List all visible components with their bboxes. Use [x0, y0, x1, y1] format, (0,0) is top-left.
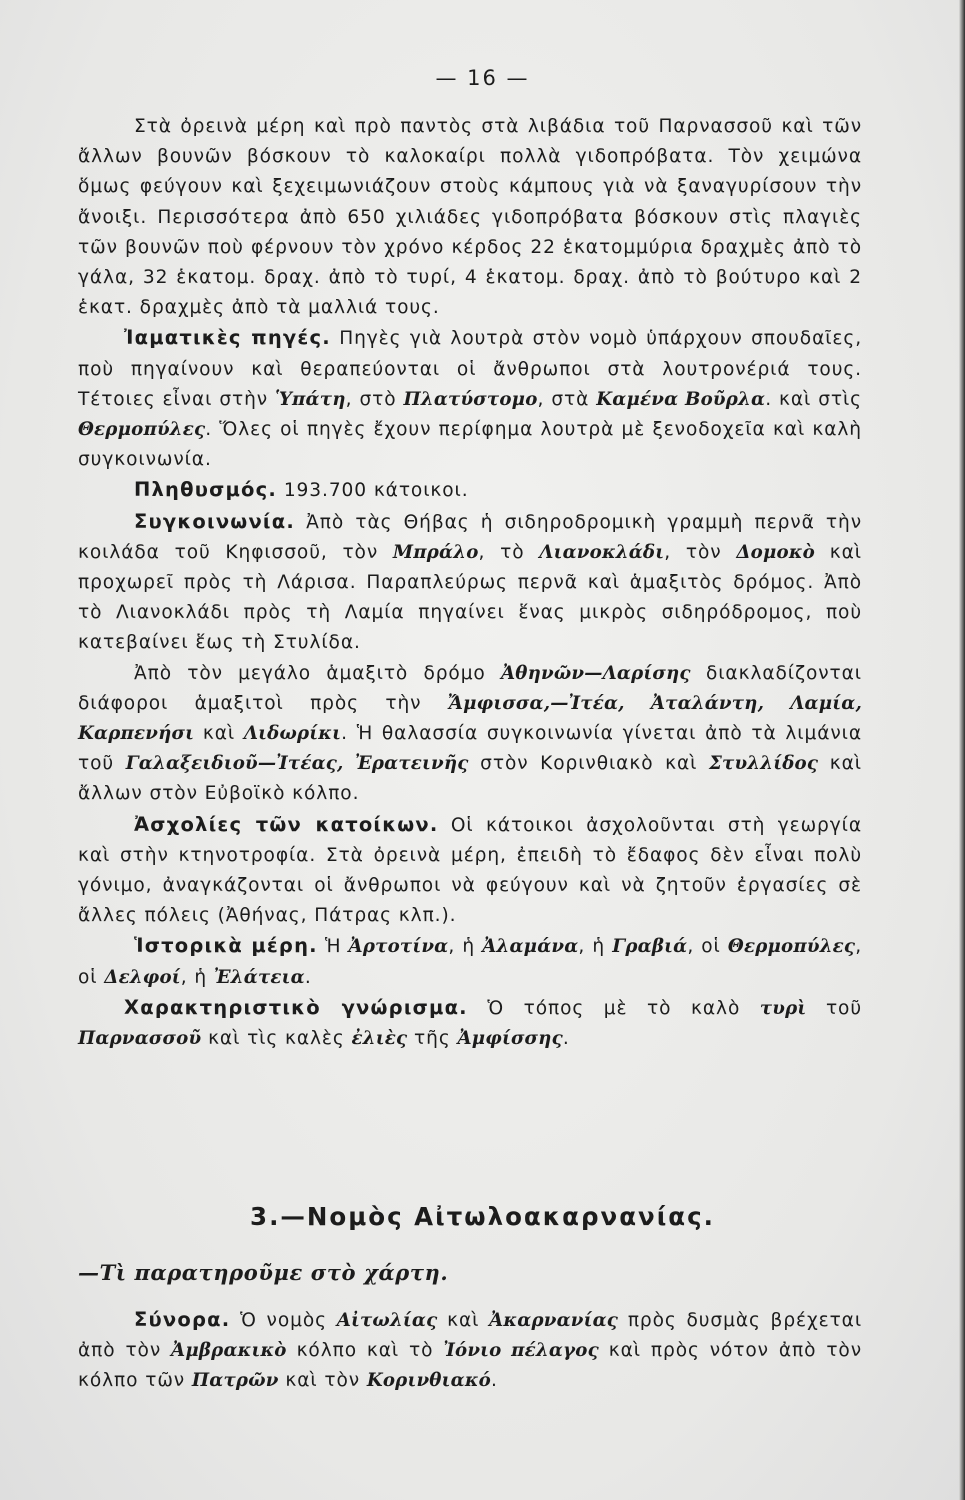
place-name: Γραβιά	[612, 936, 688, 958]
paragraph	[78, 993, 862, 1054]
place-name: Θερμοπύλες	[727, 936, 856, 958]
text-run: Στὰ ὀρεινὰ μέρη καὶ πρὸ παντὸς στὰ λιβάδια τοῦ Παρνασσοῦ καὶ τῶν ἄλλων βουνῶν βόσκουν τὸ καλοκαίρι πολλὰ γιδοπρόβατα. Τὸν χειμώνα ὅμως φεύγουν καὶ ξεχειμωνιάζουν στοὺς κάμπους γιὰ νὰ ξαναγυρίσουν τὴν ἄνοιξι. Περισσότερα ἀπὸ 650 χιλιάδες γιδοπρόβατα βόσκουν στὶς πλαγιὲς τῶν βουνῶν ποὺ φέρνουν τὸν χρόνο κέρδος 22 ἑκατομμύρια δραχμὲς ἀπὸ τὸ γάλα, 32 ἑκατομ. δραχ. ἀπὸ τὸ τυρί, 4 ἑκατομ. δραχ. ἀπὸ τὸ βούτυρο καὶ 2 ἑκατ. δραχμὲς ἀπὸ τὰ μαλλιά τους.	[78, 116, 862, 319]
text-run: .	[562, 1028, 570, 1050]
paragraph	[78, 1305, 862, 1397]
paragraph	[78, 659, 862, 810]
text-run: . Ἡ θαλασσία συγκοινωνία γίνεται ἀπὸ τὰ λιμάνια τοῦ	[78, 723, 863, 775]
text-run: καὶ πρὸς νότον ἀπὸ τὸν κόλπο τῶν	[78, 1340, 862, 1392]
place-name: Ἀρτοτίνα	[348, 936, 449, 958]
paragraph-heading: Χαρακτηριστικὸ γνώρισμα.	[124, 995, 468, 1019]
text-run: Ἀπὸ τὰς Θήβας ἡ σιδηροδρομικὴ γραμμὴ περνᾶ τὴν κοιλάδα τοῦ Κηφισσοῦ, τὸν	[78, 511, 862, 563]
place-name: Κορινθιακό	[366, 1370, 491, 1392]
section-subheading: —Τὶ παρατηροῦμε στὸ χάρτη.	[78, 1260, 449, 1285]
place-name: Ἄμφισσα,—Ἰτέα, Ἀταλάντη, Λαμία, Καρπενήσι	[78, 692, 862, 745]
paragraph	[78, 931, 862, 992]
text-run: , ἡ	[448, 936, 483, 958]
place-name: Ἰόνιο πέλαγος	[443, 1340, 599, 1362]
text-run: . καὶ στὶς	[765, 388, 862, 410]
text-run: τοῦ	[806, 997, 862, 1019]
place-name: Ἀλαμάνα	[482, 936, 579, 958]
place-name: τυρὶ	[759, 997, 807, 1019]
text-run: , ἡ	[180, 966, 214, 988]
text-run: Οἱ κάτοικοι ἀσχολοῦνται στὴ γεωργία καὶ στὴν κτηνοτροφία. Στὰ ὀρεινὰ μέρη, ἐπειδὴ τὸ ἔδαφος δὲν εἶναι πολὺ γόνιμο, ἀναγκάζονται οἱ ἄνθρωποι νὰ φεύγουν καὶ νὰ ζητοῦν ἐργασίες σὲ ἄλλες πόλεις (Ἀθήνας, Πάτρας κλπ.).	[78, 814, 862, 927]
place-name: Ἐλάτεια	[213, 966, 305, 988]
text-run: καὶ προχωρεῖ πρὸς τὴ Λάρισα. Παραπλεύρως περνᾶ καὶ ἁμαξιτὸς δρόμος. Ἀπὸ τὸ Λιανοκλάδι πρὸς τὴ Λαμία πηγαίνει ἕνας μικρὸς σιδηρόδρομος, ποὺ κατεβαίνει ἕως τὴ Στυλίδα.	[78, 541, 862, 654]
place-name: Στυλλίδος	[708, 753, 819, 775]
body-text	[78, 112, 862, 1054]
paragraph-heading: Ἀσχολίες τῶν κατοίκων.	[134, 812, 439, 836]
paragraph	[78, 112, 862, 323]
text-run: , τὸν	[664, 541, 737, 563]
paragraph	[78, 810, 862, 932]
place-name: Λιανοκλάδι	[539, 541, 665, 563]
place-name: Δελφοί	[104, 966, 181, 988]
paragraph-heading: Ἱστορικὰ μέρη.	[134, 934, 318, 958]
text-run: πρὸς δυσμὰς βρέχεται ἀπὸ τὸν	[78, 1310, 863, 1362]
text-run: κόλπο καὶ τὸ	[286, 1340, 444, 1362]
place-name: Δομοκὸ	[736, 541, 815, 563]
section-heading: 3.—Νομὸς Αἰτωλοακαρνανίας.	[250, 1202, 715, 1231]
paragraph	[78, 475, 862, 506]
text-run: 193.700 κάτοικοι.	[277, 480, 469, 502]
place-name: Γαλαξειδιοῦ—Ἰτέας, Ἐρατεινῆς	[125, 753, 469, 775]
place-name: Ἀμβρακικὸ	[171, 1340, 287, 1362]
text-run: καὶ	[437, 1310, 490, 1331]
text-run: .	[304, 966, 312, 988]
text-run: τῆς	[407, 1028, 458, 1050]
place-name: Αἰτωλίας	[336, 1310, 438, 1331]
place-name: Ἀμφίσσης	[457, 1028, 563, 1050]
text-run: καὶ τὶς καλὲς	[201, 1028, 352, 1050]
text-run: , στὸ	[345, 388, 404, 410]
page-edge-shadow	[959, 0, 965, 1500]
place-name: Θερμοπύλες	[78, 419, 206, 441]
text-run: καὶ τὸν	[278, 1370, 367, 1392]
text-run: στὸν Κορινθιακὸ καὶ	[468, 753, 709, 775]
paragraph	[78, 507, 862, 659]
place-name: Ἀθηνῶν—Λαρίσης	[500, 662, 691, 684]
text-run: , στὰ	[537, 388, 597, 410]
text-run: .	[491, 1370, 498, 1392]
place-name: Πλατύστομο	[403, 388, 538, 410]
paragraph-heading: Συγκοινωνία.	[134, 509, 295, 533]
text-run: Ἡ	[317, 936, 349, 958]
text-run: διακλαδίζονται διάφοροι ἁμαξιτοὶ πρὸς τὴν	[78, 662, 862, 714]
place-name: Λιδωρίκι	[243, 723, 342, 745]
text-run: . Ὅλες οἱ πηγὲς ἔχουν περίφημα λουτρὰ μὲ ξενοδοχεῖα καὶ καλὴ συγκοινωνία.	[78, 419, 862, 471]
place-name: Πατρῶν	[191, 1370, 279, 1392]
paragraph-heading: Ἰαματικὲς πηγές.	[124, 326, 331, 350]
text-run: Ὁ νομὸς	[230, 1310, 337, 1331]
text-run: καὶ	[194, 723, 244, 745]
text-run: , οἱ	[687, 936, 728, 958]
page-number: — 16 —	[435, 66, 530, 90]
place-name: Καμένα Βοῦρλα	[596, 388, 766, 410]
text-run: Πηγὲς γιὰ λουτρὰ στὸν νομὸ ὑπάρχουν σπουδαῖες, ποὺ πηγαίνουν καὶ θεραπεύονται οἱ ἄνθρωποι στὰ λουτρονέριά τους. Τέτοιες εἶναι στὴν	[78, 328, 862, 410]
place-name: ἐλιὲς	[351, 1028, 408, 1050]
place-name: Μπράλο	[392, 541, 479, 563]
place-name: Παρνασσοῦ	[78, 1028, 202, 1050]
paragraph-heading: Πληθυσμός.	[134, 478, 278, 502]
text-run: , τὸ	[478, 541, 540, 563]
text-run: , ἡ	[578, 936, 613, 958]
body-text-section	[78, 1305, 862, 1397]
paragraph	[78, 323, 862, 475]
place-name: Ἀκαρνανίας	[489, 1310, 619, 1331]
place-name: Ὑπάτη	[275, 388, 346, 410]
paragraph-heading: Σύνορα.	[134, 1308, 231, 1331]
text-run: , οἱ	[78, 936, 862, 988]
text-run: Ἀπὸ τὸν μεγάλο ἁμαξιτὸ δρόμο	[134, 662, 501, 684]
text-run: καὶ ἄλλων στὸν Εὐβοϊκὸ κόλπο.	[78, 753, 862, 805]
text-run: Ὁ τόπος μὲ τὸ καλὸ	[467, 997, 760, 1019]
